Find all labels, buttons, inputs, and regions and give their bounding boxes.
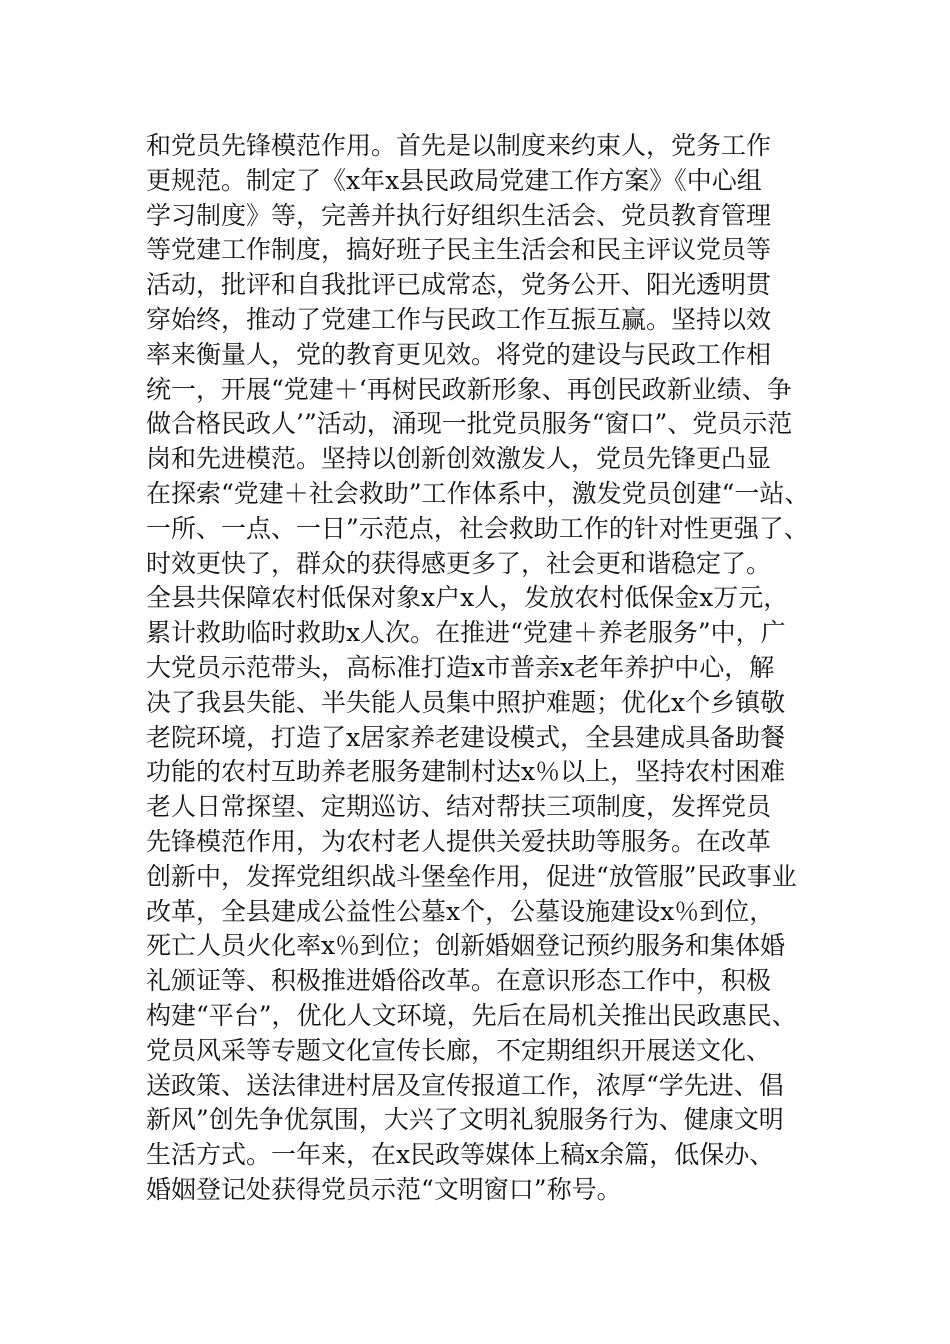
paragraph-line: 老院环境，打造了x居家养老建设模式，全县建成具备助餐 — [146, 722, 786, 752]
paragraph-line: 做合格民政人’”活动，涌现一批党员服务“窗口”、党员示范 — [146, 409, 793, 439]
paragraph-line: 决了我县失能、半失能人员集中照护难题；优化x个乡镇敬 — [146, 687, 786, 717]
paragraph-line: 新风”创先争优氛围，大兴了文明礼貌服务行为、健康文明 — [146, 1105, 784, 1135]
paragraph-line: 和党员先锋模范作用。首先是以制度来约束人，党务工作 — [146, 131, 772, 160]
paragraph-line: 大党员示范带头，高标准打造x市普亲x老年养护中心，解 — [146, 652, 775, 682]
paragraph-line: 先锋模范作用，为农村老人提供关爱扶助等服务。在改革 — [146, 826, 772, 856]
paragraph-line: 一所、一点、一日”示范点，社会救助工作的针对性更强了、 — [146, 513, 809, 543]
paragraph-line: 率来衡量人，党的教育更见效。将党的建设与民政工作相 — [146, 339, 772, 369]
paragraph-line: 累计救助临时救助x人次。在推进“党建＋养老服务”中，广 — [146, 618, 786, 648]
paragraph-line: 构建“平台”，优化人文环境，先后在局机关推出民政惠民、 — [146, 1000, 797, 1030]
paragraph-line: 活动，批评和自我批评已成常态，党务公开、阳光透明贯 — [146, 270, 772, 300]
paragraph-line: 生活方式。一年来，在x民政等媒体上稿x余篇，低保办、 — [146, 1140, 775, 1170]
body-paragraph — [146, 129, 846, 1208]
paragraph-line: 功能的农村互助养老服务建制村达x％以上，坚持农村困难 — [146, 757, 786, 787]
paragraph-line: 死亡人员火化率x％到位；创新婚姻登记预约服务和集体婚 — [146, 931, 786, 961]
paragraph-line: 改革，全县建成公益性公墓x个，公墓设施建设x％到位， — [146, 896, 775, 926]
paragraph-line: 更规范。制定了《x年x县民政局党建工作方案》《中心组 — [146, 165, 762, 195]
paragraph-line: 创新中，发挥党组织战斗堡垒作用，促进“放管服”民政事业 — [146, 861, 797, 891]
paragraph-line: 党员风采等专题文化宣传长廊，不定期组织开展送文化、 — [146, 1035, 772, 1065]
paragraph-line: 学习制度》等，完善并执行好组织生活会、党员教育管理 — [146, 200, 772, 230]
paragraph-line: 等党建工作制度，搞好班子民主生活会和民主评议党员等 — [146, 235, 772, 265]
paragraph-line: 穿始终，推动了党建工作与民政工作互振互赢。坚持以效 — [146, 304, 772, 334]
paragraph-line: 在探索“党建＋社会救助”工作体系中，激发党员创建“一站、 — [146, 478, 810, 508]
paragraph-line: 岗和先进模范。坚持以创新创效激发人，党员先锋更凸显 — [146, 444, 772, 474]
paragraph-line: 礼颁证等、积极推进婚俗改革。在意识形态工作中，积极 — [146, 966, 772, 996]
paragraph-line: 送政策、送法律进村居及宣传报道工作，浓厚“学先进、倡 — [146, 1070, 784, 1100]
paragraph-line: 老人日常探望、定期巡访、结对帮扶三项制度，发挥党员 — [146, 792, 772, 822]
paragraph-line: 全县共保障农村低保对象x户x人，发放农村低保金x万元， — [146, 583, 789, 613]
paragraph-line: 统一，开展“党建＋‘再树民政新形象、再创民政新业绩、争 — [146, 374, 792, 404]
paragraph-line: 时效更快了，群众的获得感更多了，社会更和谐稳定了。 — [146, 548, 772, 578]
paragraph-line: 婚姻登记处获得党员示范“文明窗口”称号。 — [146, 1174, 622, 1204]
